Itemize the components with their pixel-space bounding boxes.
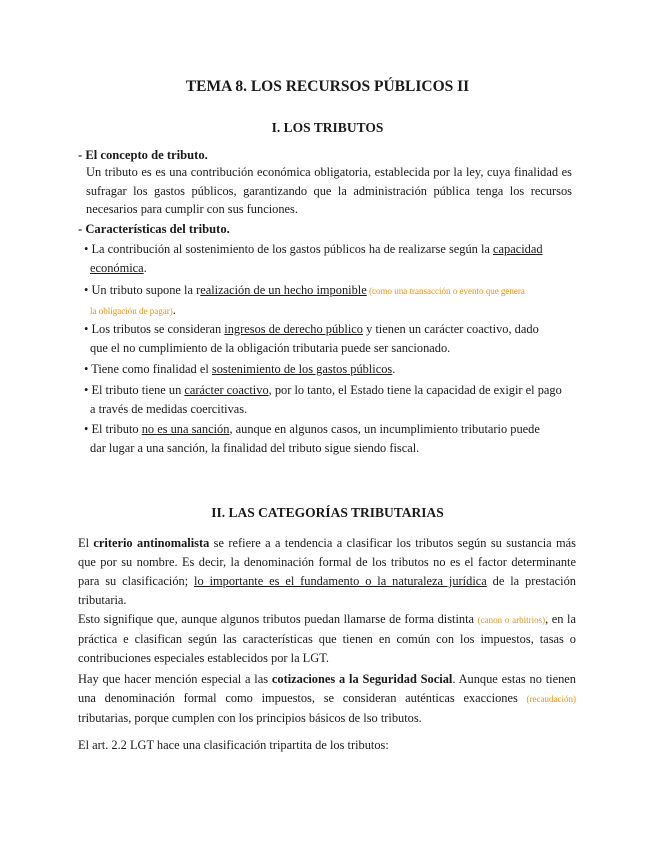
- feature-text-continued: que el no cumplimiento de la obligación tributaria puede ser sancionado.: [90, 340, 451, 355]
- feature-text: Un tributo supone la r: [91, 283, 201, 297]
- paragraph-text: tributarias, porque cumplen con los principios básicos de lso tributos.: [78, 711, 422, 725]
- feature-text: El tributo: [91, 422, 142, 436]
- paragraph-text: de la prestación tributaria.: [78, 574, 576, 607]
- paragraph-text: , en la práctica e clasifican según las características que tienen en común con los impuestos, tasas o contribuciones especiales establecidos por la LGT.: [78, 612, 576, 665]
- feature-text: La contribución al sostenimiento de los gastos públicos ha de realizarse según la: [91, 242, 494, 256]
- section-heading-tributos: I. LOS TRIBUTOS: [271, 120, 384, 135]
- paragraph-text: El: [78, 536, 94, 550]
- page-title: TEMA 8. LOS RECURSOS PÚBLICOS II: [185, 78, 470, 95]
- paragraph-bold: cotizaciones a la Seguridad Social: [271, 672, 453, 686]
- bullet-glyph: •: [84, 422, 89, 436]
- subheading-concepto: - El concepto de tributo.: [78, 148, 208, 162]
- feature-text-continued: a través de medidas coercitivas.: [90, 401, 248, 416]
- paragraph-text: . Aunque estas no tienen una denominación formal como impuestos, se consideran auténticas exacciones: [78, 672, 576, 705]
- feature-text-continued: dar lugar a una sanción, la finalidad del tributo sigue siendo fiscal.: [90, 440, 420, 455]
- paragraph-underlined: lo importante es el fundamento o la naturaleza jurídica: [194, 574, 487, 588]
- feature-underlined-continued: económica: [90, 260, 144, 275]
- paragraph-text: Hay que hacer mención especial a las: [78, 672, 272, 686]
- feature-underlined: no es una sanción: [141, 422, 230, 436]
- feature-note-continued: la obligación de pagar): [90, 305, 173, 316]
- criterio-paragraph: [78, 534, 576, 610]
- paragraph-bold: criterio antinomalista: [93, 536, 210, 550]
- feature-text-mid: , por lo tanto, el Estado tiene la capacidad de exigir el pago: [268, 383, 562, 397]
- section-heading-categorias: II. LAS CATEGORÍAS TRIBUTARIAS: [211, 505, 444, 520]
- paragraph-text: se refiere a a tendencia a clasificar los tributos según su sustancia más que por su nombre. Es decir, la denominación formal de los tributos no es el factor determinante para su clasificación;: [78, 536, 577, 588]
- feature-underlined: carácter coactivo: [184, 383, 269, 397]
- clasificacion-paragraph: El art. 2.2 LGT hace una clasificación tripartita de los tributos:: [78, 738, 389, 752]
- feature-item: [84, 381, 574, 418]
- paragraph-note: (recaudación): [526, 694, 576, 704]
- paragraph-text: Esto signifique que, aunque algunos tributos puedan llamarse de forma distinta: [78, 612, 478, 626]
- bullet-glyph: •: [84, 242, 89, 256]
- feature-text: El tributo tiene un: [91, 383, 185, 397]
- feature-note: (como una transacción o evento que genera: [366, 286, 525, 296]
- feature-item: [84, 320, 574, 357]
- subheading-caracteristicas: - Características del tributo.: [78, 222, 230, 236]
- feature-text-end: .: [143, 260, 147, 275]
- paragraph-note: (canon o arbitrios): [477, 615, 546, 625]
- feature-underlined: ingresos de derecho público: [224, 322, 363, 336]
- feature-item: [84, 360, 574, 379]
- bullet-glyph: •: [84, 322, 89, 336]
- concept-paragraph: Un tributo es es una contribución económica obligatoria, establecida por la ley, cuya finalidad es sufragar los gastos públicos, garantizando que la administración pública tenga los recursos necesarios para cumplir con sus funciones.: [86, 165, 572, 216]
- feature-text-end: .: [392, 362, 396, 376]
- denominacion-paragraph: [78, 610, 576, 668]
- feature-text-mid: , aunque en algunos casos, un incumplimiento tributario puede: [229, 422, 540, 436]
- bullet-glyph: •: [84, 283, 89, 297]
- feature-item: [84, 420, 574, 457]
- feature-underlined: ealización de un hecho imponible: [200, 283, 367, 297]
- feature-text: Tiene como finalidad el: [91, 362, 212, 376]
- bullet-glyph: •: [84, 362, 89, 376]
- feature-text: Los tributos se consideran: [91, 322, 225, 336]
- feature-item: [84, 281, 574, 320]
- feature-underlined: capacidad: [493, 242, 543, 256]
- bullet-glyph: •: [84, 383, 89, 397]
- seguridad-social-paragraph: [78, 670, 576, 728]
- feature-underlined: sostenimiento de los gastos públicos: [211, 362, 393, 376]
- feature-item: [84, 240, 574, 277]
- feature-text-mid: y tienen un carácter coactivo, dado: [362, 322, 539, 336]
- feature-text-end: .: [172, 302, 176, 317]
